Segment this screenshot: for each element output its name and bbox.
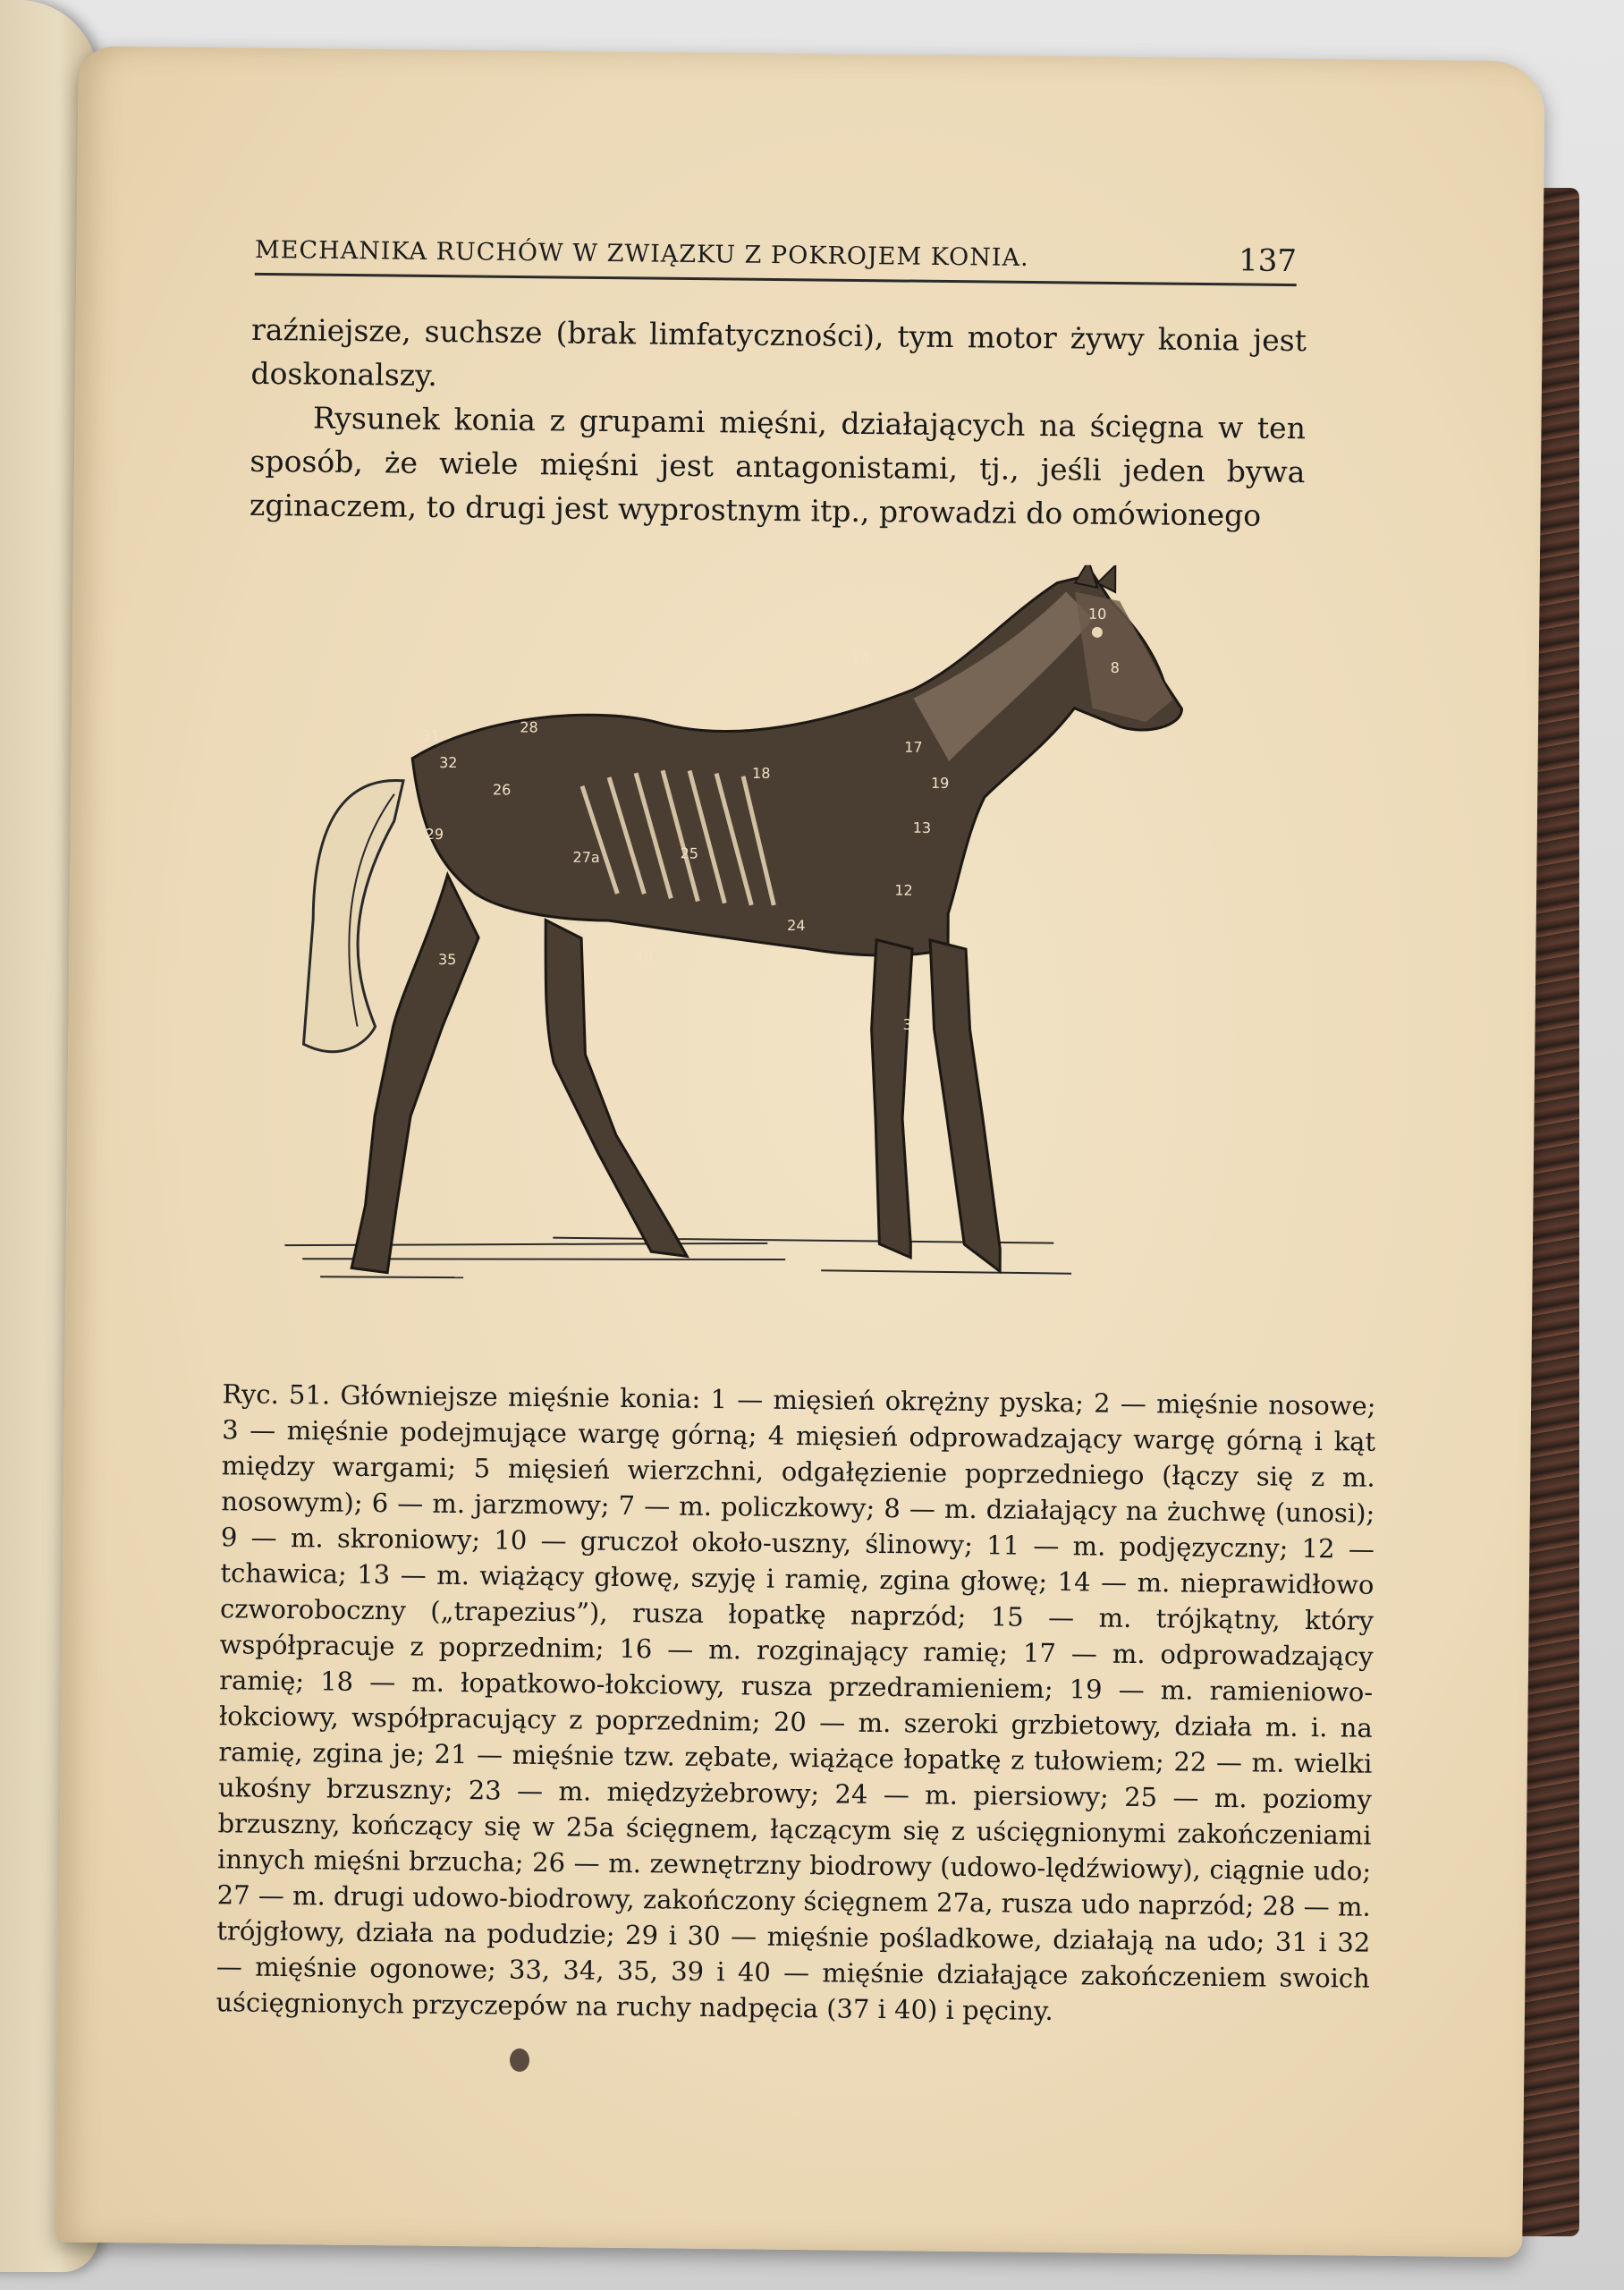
horse-eye (1092, 627, 1103, 638)
page-number: 137 (1238, 242, 1298, 280)
horse-anatomy-drawing (284, 561, 1281, 1353)
svg-text:12: 12 (894, 881, 913, 899)
svg-text:17: 17 (904, 738, 923, 756)
svg-text:31: 31 (421, 726, 440, 744)
svg-text:8: 8 (1110, 658, 1120, 676)
svg-text:13: 13 (912, 818, 932, 836)
svg-text:28: 28 (520, 718, 538, 736)
figure-caption (216, 1376, 1375, 2031)
svg-text:32: 32 (439, 753, 458, 772)
svg-text:29: 29 (425, 825, 444, 844)
horse-muscle-illustration (284, 561, 1281, 1353)
svg-text:10: 10 (1087, 605, 1107, 623)
svg-text:18: 18 (752, 764, 771, 782)
svg-text:40: 40 (634, 947, 654, 965)
svg-text:26: 26 (492, 781, 512, 799)
svg-text:24: 24 (787, 917, 806, 935)
svg-text:19: 19 (930, 774, 950, 792)
body-text (250, 308, 1307, 538)
svg-text:14: 14 (850, 649, 870, 666)
paragraph-continued: raźniejsze, suchsze (brak limfatyczności), tym motor żywy konia jest doskonalszy. (250, 311, 1307, 394)
svg-text:37: 37 (902, 1015, 922, 1033)
running-head: MECHANIKA RUCHÓW W ZWIĄZKU Z POKROJEM KONIA. (254, 235, 1029, 272)
paragraph-figure-intro: Rysunek konia z grupami mięśni, działających na ścięgna w ten sposób, że wiele mięśni jest antagonistami, tj., jeśli jeden bywa zginaczem, to drugi jest wyprostnym itp., prowadzi do omówionego (249, 400, 1307, 533)
horse-tail (303, 780, 403, 1052)
figure-caption-text: Ryc. 51. Główniejsze mięśnie konia: 1 — mięsień okrężny pyska; 2 — mięśnie nosowe; 3 — mięśnie podejmujące wargę górną; 4 mięsień odprowadzający wargę górną i kąt między wargami; 5 mięsień wierzchni, odgałęzienie poprzedniego (łączy się z m. nosowym); 6 — m. jarzmowy; 7 — m. policzkowy; 8 — m. działający na żuchwę (unosi); 9 — m. skroniowy; 10 — gruczoł około-uszny, ślinowy; 11 — m. podjęzyczny; 12 — tchawica; 13 — m. wiążący głowę, szyję i ramię, zgina głowę; 14 — m. nieprawidłowo czworoboczny („trapezius”), rusza łopatkę naprzód; 15 — m. trójkątny, który współpracuje z poprzednim; 16 — m. rozginający ramię; 17 — m. odprowadzający ramię; 18 — m. łopatkowo-łokciowy, rusza przedramieniem; 19 — m. ramieniowo-łokciowy, współpracujący z poprzednim; 20 — m. szeroki grzbietowy, działa m. i. na ramię, zgina je; 21 — mięśnie tzw. zębate, wiążące łopatkę z tułowiem; 22 — m. wielki ukośny brzuszny; 23 — m. międzyżebrowy; 24 — m. piersiowy; 25 — m. poziomy brzuszny, kończący się w 25a ścięgnem, łączącym się z uścięgnionymi zakończeniami innych mięśni brzucha; 26 — m. zewnętrzny biodrowy (udowo-lędźwiowy), ciągnie udo; 27 — m. drugi udowo-biodrowy, zakończony ścięgnem 27a, rusza udo naprzód; 28 — m. trójgłowy, działa na podudzie; 29 i 30 — mięśnie pośladkowe, działają na udo; 31 i 32 — mięśnie ogonowe; 33, 34, 35, 39 i 40 — mięśnie działające zakończeniem swoich uścięgnionych przyczepów na ruchy nadpęcia (37 i 40) i pęciny. (216, 1378, 1376, 2027)
svg-text:35: 35 (437, 950, 457, 969)
ink-spot (510, 2048, 529, 2072)
svg-text:27a: 27a (572, 848, 600, 866)
svg-text:25: 25 (680, 844, 699, 862)
